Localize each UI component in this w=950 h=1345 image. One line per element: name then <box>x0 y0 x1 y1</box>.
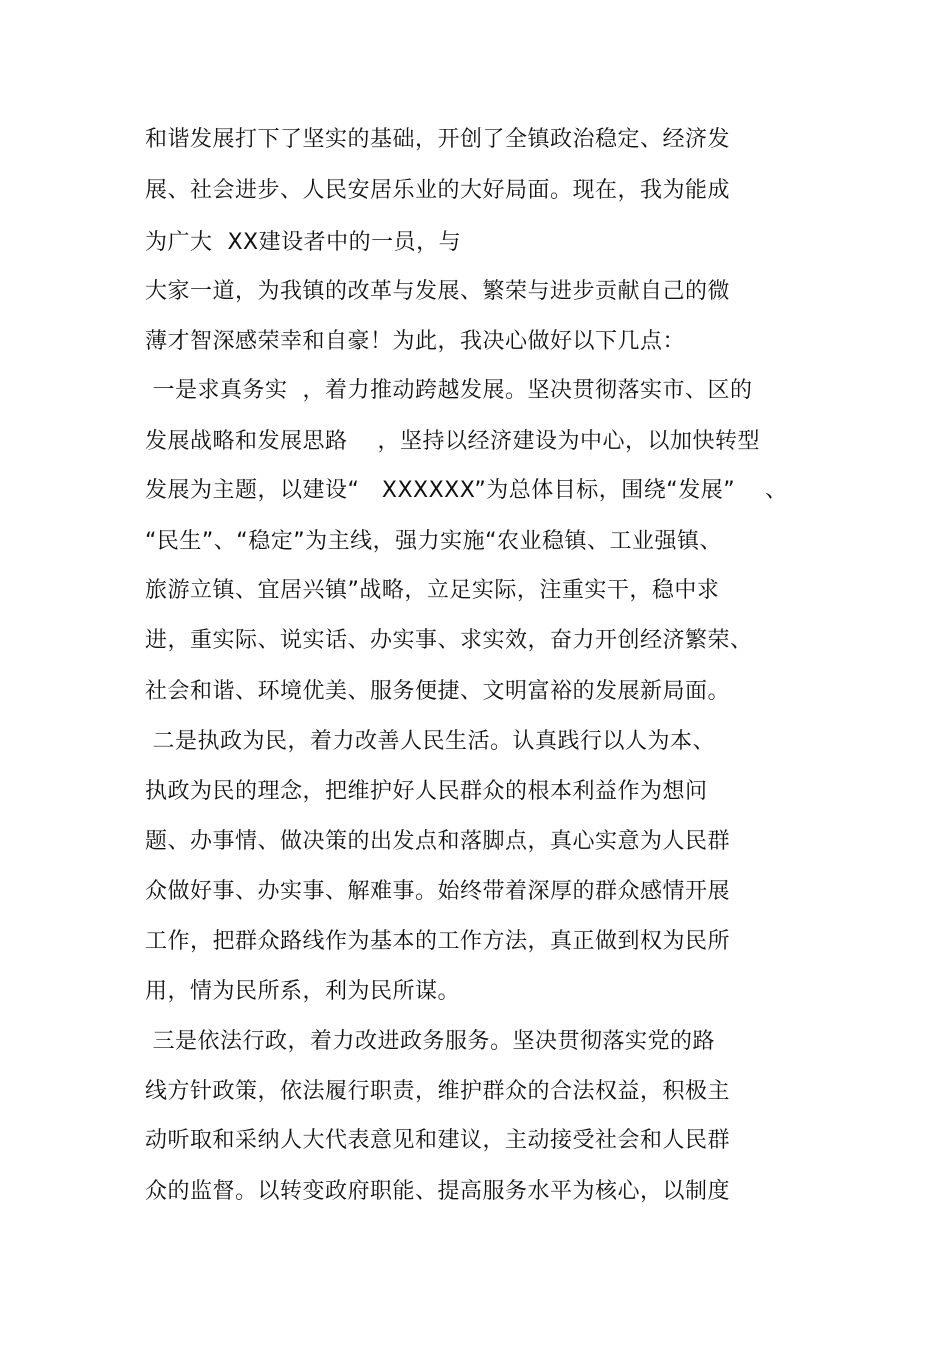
paragraph-line: 二是执政为民，着力改善人民生活。认真践行以人为本、 <box>145 729 715 754</box>
paragraph-line: 线方针政策，依法履行职责，维护群众的合法权益，积极主 <box>145 1079 731 1104</box>
paragraph-line: 众的监督。以转变政府职能、提高服务水平为核心，以制度 <box>145 1179 731 1204</box>
paragraph-line: 和谐发展打下了坚实的基础，开创了全镇政治稳定、经济发 <box>145 127 731 152</box>
paragraph-line: 薄才智深感荣幸和自豪！为此，我决心做好以下几点： <box>145 329 686 354</box>
paragraph-line: 动听取和采纳人大代表意见和建议，主动接受社会和人民群 <box>145 1128 731 1153</box>
paragraph-line: 用，情为民所系，利为民所谋。 <box>145 979 461 1004</box>
paragraph-line: 展、社会进步、人民安居乐业的大好局面。现在，我为能成 <box>145 178 731 203</box>
paragraph-line: 进，重实际、说实话、办实事、求实效，奋力开创经济繁荣、 <box>145 628 753 653</box>
paragraph-line: “民生”、“稳定”为主线，强力实施“农业稳镇、工业强镇、 <box>145 529 722 554</box>
paragraph-line: 执政为民的理念，把维护好人民群众的根本利益作为想问 <box>145 779 708 804</box>
paragraph-line: 众做好事、办实事、解难事。始终带着深厚的群众感情开展 <box>145 879 731 904</box>
paragraph-line: 社会和谐、环境优美、服务便捷、文明富裕的发展新局面。 <box>145 679 731 704</box>
paragraph-line: 题、办事情、做决策的出发点和落脚点，真心实意为人民群 <box>145 829 731 854</box>
paragraph-line: 发展战略和发展思路 ，坚持以经济建设为中心，以加快转型 <box>145 429 760 454</box>
paragraph-line: 工作，把群众路线作为基本的工作方法，真正做到权为民所 <box>145 929 731 954</box>
paragraph-line: 为广大 XX建设者中的一员，与 <box>145 230 462 255</box>
paragraph-line: 旅游立镇、宜居兴镇”战略，立足实际，注重实干，稳中求 <box>145 578 720 603</box>
paragraph-line: 三是依法行政，着力改进政务服务。坚决贯彻落实党的路 <box>145 1029 715 1054</box>
paragraph-line: 一是求真务实 ，着力推动跨越发展。坚决贯彻落实市、区的 <box>145 378 753 403</box>
paragraph-line: 发展为主题，以建设“ XXXXXX”为总体目标，围绕“发展” 、 <box>145 478 788 503</box>
paragraph-line: 大家一道，为我镇的改革与发展、繁荣与进步贡献自己的微 <box>145 279 731 304</box>
